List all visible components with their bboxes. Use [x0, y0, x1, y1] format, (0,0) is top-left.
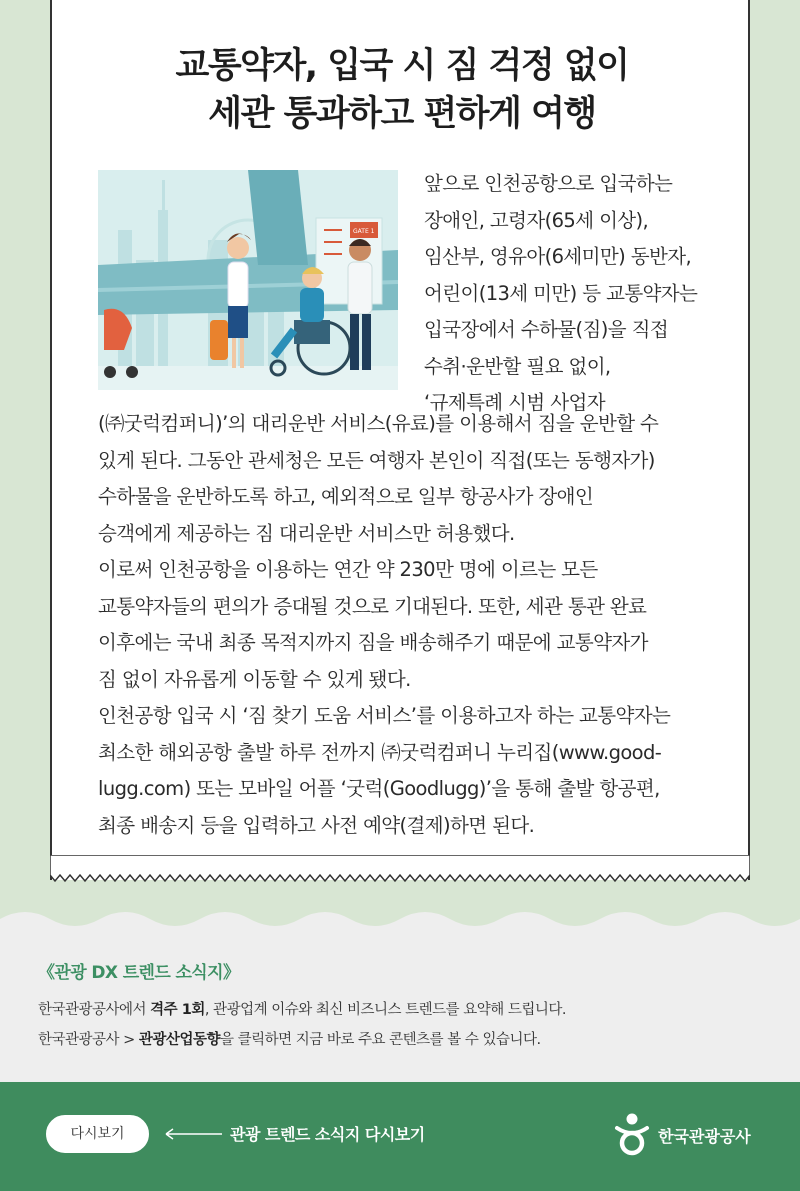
body-line: 최소한 해외공항 출발 하루 전까지 ㈜굿럭컴퍼니 누리집(www.good-: [98, 740, 662, 764]
gate-sign: GATE 1: [353, 228, 375, 235]
title-line-1: 교통약자, 입국 시 짐 걱정 없이: [175, 46, 629, 86]
logo-text: 한국관광공사: [658, 1127, 751, 1146]
body-line: 어린이(13세 미만) 등 교통약자는: [424, 281, 698, 305]
info-text: 을 클릭하면 지금 바로 주요 콘텐츠를 볼 수 있습니다.: [219, 1032, 541, 1048]
body-line: 이로써 인천공항을 이용하는 연간 약 230만 명에 이르는 모든: [98, 558, 598, 581]
body-line: 임산부, 영유아(6세미만) 동반자,: [424, 245, 692, 268]
body-line: 앞으로 인천공항으로 입국하는: [424, 172, 673, 195]
info-bold: 격주 1회: [150, 1002, 205, 1018]
info-line-2: [38, 1028, 541, 1049]
body-line: 최종 배송지 등을 입력하고 사전 예약(결제)하면 된다.: [98, 813, 535, 837]
kto-logo-icon: [614, 1112, 650, 1156]
replay-link[interactable]: 관광 트렌드 소식지 다시보기: [230, 1125, 425, 1144]
body-line: 있게 된다. 그동안 관세청은 모든 여행자 본인이 직접(또는 동행자가): [98, 448, 655, 472]
body-line: 이후에는 국내 최종 목적지까지 짐을 배송해주기 때문에 교통약자가: [98, 631, 648, 654]
body-line: 교통약자들의 편의가 증대될 것으로 기대된다. 또한, 세관 통관 완료: [98, 594, 647, 618]
footer-band: [0, 1082, 800, 1191]
body-line: 짐 없이 자유롭게 이동할 수 있게 됐다.: [98, 667, 411, 691]
body-line: 수하물을 운반하도록 하고, 예외적으로 일부 항공사가 장애인: [98, 485, 594, 508]
body-line: ‘규제특례 시범 사업자: [424, 391, 605, 414]
title-line-2: 세관 통과하고 편하게 여행: [208, 94, 596, 134]
body-line: (㈜굿럭컴퍼니)’의 대리운반 서비스(유료)를 이용해서 짐을 운반할 수: [98, 412, 659, 435]
info-text: 한국관광공사 >: [38, 1032, 139, 1048]
article-card: [50, 0, 750, 880]
airport-wheelchair-illustration: [98, 170, 398, 390]
info-link-industry[interactable]: 관광산업동향: [138, 1032, 220, 1048]
article-body-side: [424, 166, 697, 422]
replay-button[interactable]: 다시보기: [46, 1115, 149, 1153]
newsletter-info: [0, 930, 800, 1082]
body-line: 인천공항 입국 시 ‘짐 찾기 도움 서비스’를 이용하고자 하는 교통약자는: [98, 704, 671, 727]
arrow-left-icon: [164, 1126, 224, 1142]
body-line: 수취·운반할 필요 없이,: [424, 354, 611, 378]
article-title: [52, 42, 752, 138]
article-body-full: [98, 406, 670, 844]
body-line: 승객에게 제공하는 짐 대리운반 서비스만 허용했다.: [98, 521, 515, 545]
info-text: , 관광업계 이슈와 최신 비즈니스 트렌드를 요약해 드립니다.: [204, 1002, 566, 1018]
info-title: 《관광 DX 트렌드 소식지》: [38, 963, 240, 983]
body-line: 장애인, 고령자(65세 이상),: [424, 208, 649, 232]
info-text: 한국관광공사에서: [38, 1002, 151, 1018]
body-line: 입국장에서 수하물(짐)을 직접: [424, 318, 669, 341]
info-line-1: [38, 998, 566, 1019]
paper-torn-edge: [50, 855, 750, 885]
body-line: lugg.com) 또는 모바일 어플 ‘굿럭(Goodlugg)’을 통해 출발 항공편,: [98, 777, 660, 800]
